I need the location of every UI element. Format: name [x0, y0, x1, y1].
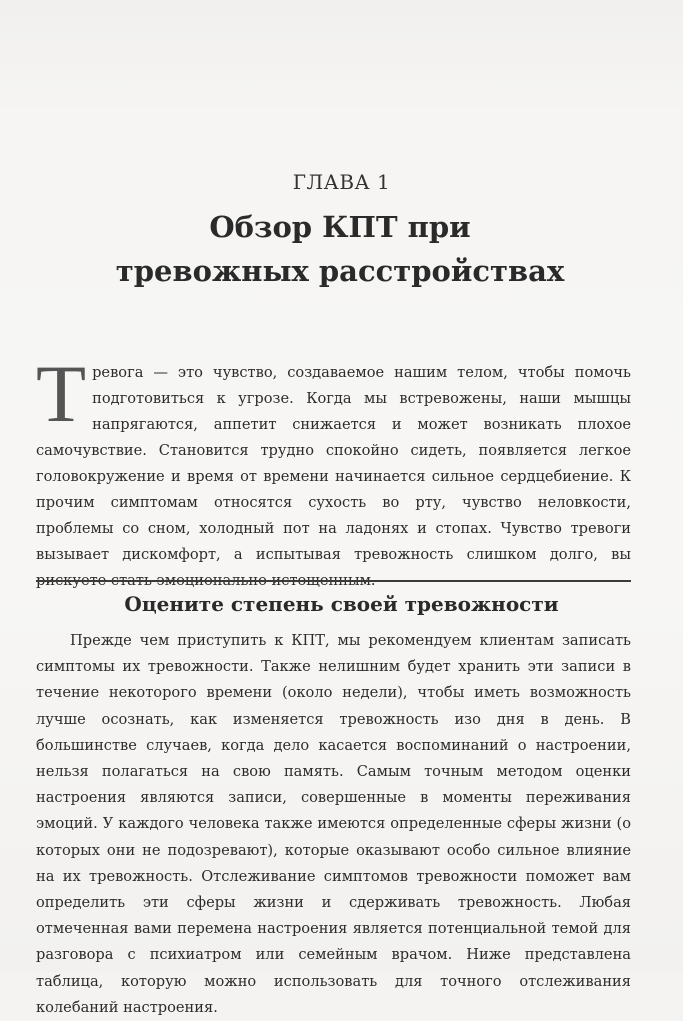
- drop-cap: Т: [36, 348, 87, 439]
- section-divider: [36, 580, 631, 582]
- chapter-label: ГЛАВА 1: [292, 170, 391, 194]
- intro-text: ревога — это чувство, создаваемое нашим телом, чтобы помочь подготовиться к угрозе. Когда мы встревожены, наши мышцы напрягаются, аппетит снижается и может возникать плохое самочувствие. Становится трудно спокойно сидеть, появляется легкое головокружение и время от времени начинается сильное сердцебиение. К прочим симптомам относятся сухость во рту, чувство неловкости, проблемы со сном, холодный пот на ладонях и стопах. Чувство тревоги вызывает дискомфорт, а испытывая тревожность слишком долго, вы рискуете стать эмоционально истощенным.: [36, 364, 631, 589]
- section-heading: Оцените степень своей тревожности: [124, 592, 559, 616]
- intro-paragraph: [36, 348, 631, 594]
- section-paragraph: Прежде чем приступить к КПТ, мы рекомендуем клиентам записать симптомы их тревожности. Также нелишним будет хранить эти записи в течение некоторого времени (около недели), чтобы иметь возможность лучше осознать, как изменяется тревожность изо дня в день. В большинстве случаев, когда дело касается воспоминаний о настроении, нельзя полагаться на свою память. Самым точным методом оценки настроения являются записи, совершенные в моменты переживания эмоций. У каждого человека также имеются определенные сферы жизни (о которых они не подозревают), которые оказывают особо сильное влияние на их тревожность. Отслеживание симптомов тревожности поможет вам определить эти сферы жизни и сдерживать тревожность. Любая отмеченная вами перемена настроения является потенциальной темой для разговора с психиатром или семейным врачом. Ниже представлена таблица, которую можно использовать для точного отслеживания колебаний настроения.: [36, 632, 631, 1016]
- chapter-title: Обзор КПТ при тревожных расстройствах: [115, 210, 565, 288]
